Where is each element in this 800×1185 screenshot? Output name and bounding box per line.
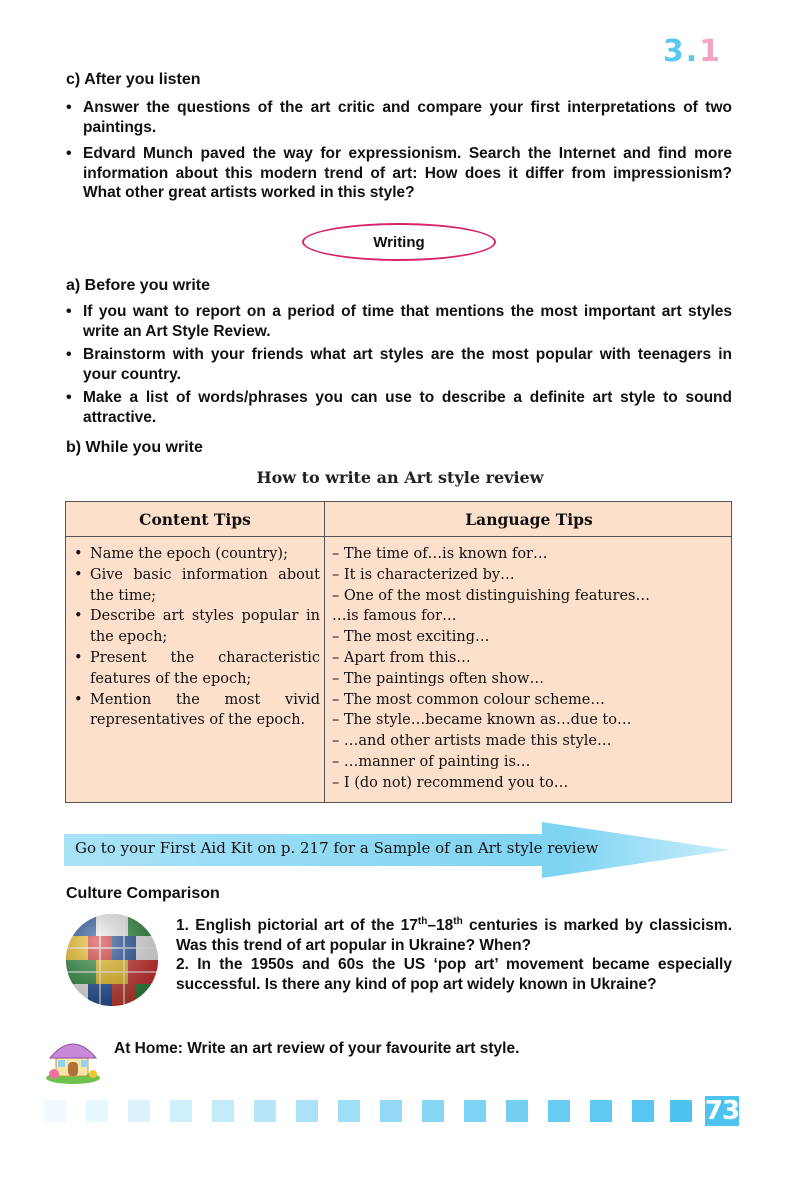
table-title: How to write an Art style review — [256, 468, 544, 487]
list-item: • Brainstorm with your friends what art styles are the most popular with teenagers in your country. — [66, 345, 732, 384]
after-listen-heading: c) After you listen — [66, 71, 201, 88]
language-tips-list — [332, 544, 728, 794]
before-write-list — [66, 302, 732, 427]
list-item: • Make a list of words/phrases you can use to describe a definite art style to sound attractive. — [66, 388, 732, 427]
list-item: • If you want to report on a period of time that mentions the most important art styles write an Art Style Review. — [66, 302, 732, 341]
list-item: – I (do not) recommend you to… — [332, 774, 569, 791]
content-tips-list — [72, 544, 320, 731]
list-item: – The time of…is known for… — [332, 546, 548, 562]
content-tips-header: Content Tips — [139, 510, 251, 529]
culture-questions: 1. English pictorial art of the 17th–18th centuries is marked by classicism. Was this trend of art popular in Ukraine? When? 2. In the 1950s and 60s the US ‘pop art’ movement became especially successful. Is there any kind of pop art widely known in Ukraine? — [176, 915, 732, 993]
list-item: • Name the epoch (country); — [72, 544, 320, 565]
after-listen-list — [66, 98, 732, 203]
list-item: • Answer the questions of the art critic and compare your first interpretations of two paintings. — [66, 98, 732, 137]
list-item: – …and other artists made this style… — [332, 733, 612, 750]
list-item: …is famous for… — [332, 608, 457, 625]
language-tips-header: Language Tips — [465, 510, 593, 529]
home-task: At Home: Write an art review of your favourite art style. — [114, 1040, 520, 1057]
list-item: • Mention the most vivid representatives of the epoch. — [72, 690, 320, 732]
list-item: – …manner of painting is… — [332, 753, 531, 770]
writing-label: Writing — [302, 223, 496, 261]
page-number: 73 — [704, 1096, 740, 1126]
list-item: – The most exciting… — [332, 629, 490, 646]
list-item: – The most common colour scheme… — [332, 691, 605, 708]
house-icon — [44, 1032, 102, 1084]
list-item: – One of the most distinguishing features… — [332, 587, 650, 604]
list-item: • Describe art styles popular in the epoch; — [72, 606, 320, 648]
list-item: • Present the characteristic features of the epoch; — [72, 648, 320, 690]
list-item: • Edvard Munch paved the way for expressionism. Search the Internet and find more information about this modern trend of art: How does it differ from impressionism? What other great artists worked in this style? — [66, 144, 732, 203]
unit-badge: 3.1 — [662, 34, 722, 69]
list-item: – It is characterized by… — [332, 566, 515, 583]
tips-table — [65, 501, 732, 803]
list-item: • Give basic information about the time; — [72, 565, 320, 607]
while-write-heading: b) While you write — [66, 439, 203, 456]
first-aid-link[interactable]: Go to your First Aid Kit on p. 217 for a Sample of an Art style review — [75, 839, 599, 857]
list-item: – Apart from this… — [332, 649, 471, 666]
list-item: – The style…became known as…due to… — [332, 712, 632, 729]
before-write-heading: a) Before you write — [66, 277, 211, 294]
culture-heading: Culture Comparison — [66, 885, 220, 902]
list-item: – The paintings often show… — [332, 670, 544, 687]
globe-flags-icon — [64, 912, 160, 1008]
